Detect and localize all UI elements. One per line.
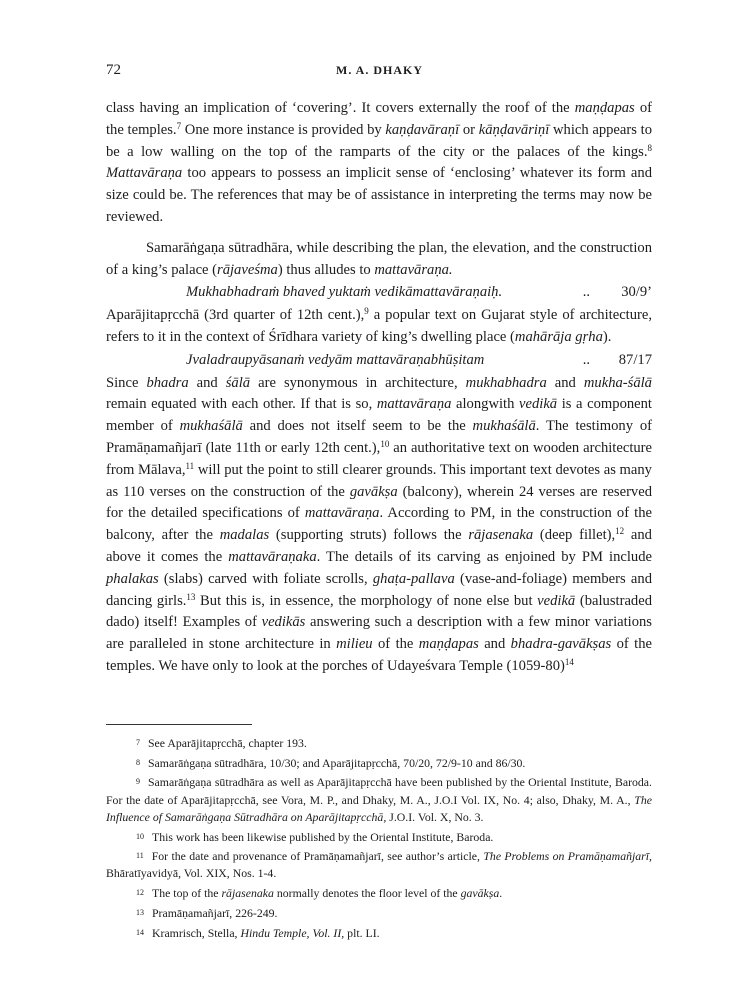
- verse-quote-1: [106, 282, 652, 304]
- footnote-ref: 14: [564, 656, 574, 667]
- footnote-title: The Problems on Pramāṇamañjarī,: [483, 849, 652, 864]
- verse-quote-2: [106, 350, 652, 372]
- text-run: and: [478, 636, 511, 653]
- text-run: are synonymous in architecture,: [250, 374, 466, 391]
- text-run: alongwith: [451, 396, 520, 413]
- footnote-8: [106, 754, 652, 772]
- text-run: of the temples.: [106, 100, 652, 138]
- italic-term: mukhabhadra: [465, 374, 547, 391]
- italic-term: kaṇḍavāraṇī: [385, 121, 460, 138]
- text-run: Aparājitapṛcchā (3rd quarter of 12th cent.),: [106, 307, 365, 324]
- footnote-rule: [106, 724, 252, 725]
- italic-term: mattavāraṇa: [304, 505, 380, 522]
- footnote-ref: 9: [364, 306, 369, 317]
- italic-term: maṇḍapas: [574, 100, 635, 116]
- italic-term: ghaṭa-pallava: [372, 570, 455, 587]
- footnote-text: See Aparājitapṛcchā, chapter 193.: [148, 736, 307, 750]
- text-run: of the temples. We have only to look at the porches of Udayeśvara Temple (1059-80): [106, 636, 652, 674]
- text-run: and: [188, 374, 226, 391]
- footnote-text: .: [499, 886, 503, 901]
- paragraph-1: [106, 98, 652, 229]
- text-run: (balcony), wherein 24 verses are reserved for the detailed specifications of: [106, 483, 652, 522]
- text-run: an authoritative text on wooden architecture from Mālava,: [106, 439, 653, 478]
- text-run: But this is, in essence, the morphology of none else but: [195, 592, 538, 609]
- footnote-ref: 10: [380, 438, 390, 449]
- footnote-number: 8: [136, 757, 140, 767]
- footnote-text: Samarāṅgaṇa sūtradhāra, 10/30; and Aparājitapṛcchā, 70/20, 72/9-10 and 86/30.: [148, 755, 526, 770]
- footnote-number: 12: [136, 888, 144, 898]
- italic-term: mukhaśālā: [179, 418, 243, 435]
- verse-dots: ..: [582, 351, 590, 368]
- text-run: and above it comes the: [106, 527, 652, 565]
- text-run: Since: [106, 374, 147, 391]
- verse-text: Mukhabhadraṁ bhaved yuktaṁ vedikāmattavāraṇaiḥ.: [186, 284, 503, 301]
- text-run: answering such a description with a few minor variations are paralleled in stone architecture in: [106, 614, 652, 653]
- text-run: Samarāṅgaṇa sūtradhāra, while describing the plan, the elevation, and the construction of a king’s palace (: [106, 239, 652, 278]
- text-run: ) thus alludes to: [277, 261, 375, 278]
- italic-term: mukhaśālā: [472, 418, 536, 435]
- italic-term: Mattavāraṇa: [106, 165, 183, 182]
- footnote-ref: 8: [647, 142, 652, 153]
- running-header: [106, 62, 653, 82]
- italic-term: milieu: [336, 636, 373, 653]
- paragraph-3: [106, 305, 652, 349]
- footnote-ref: 11: [185, 460, 195, 471]
- footnote-ref: 7: [176, 120, 182, 131]
- footnotes: [106, 734, 652, 943]
- text-run: (balustraded dado) itself! Examples of: [106, 592, 652, 631]
- footnote-14: [106, 924, 652, 942]
- footnote-text: Bhāratīyavidyā, Vol. XIX, Nos. 1-4.: [106, 866, 277, 881]
- italic-term: bhadra: [146, 374, 189, 391]
- italic-term: vedikās: [261, 614, 306, 631]
- italic-term: gavākṣa: [349, 483, 398, 500]
- text-run: a popular text on Gujarat style of architecture, refers to it in the context of Śrīdhara variety of king’s dwelling place (: [106, 307, 653, 345]
- text-run: of the: [372, 636, 419, 653]
- footnote-text: plt. LI.: [344, 925, 380, 940]
- page-number: 72: [106, 62, 121, 78]
- italic-term: śālā: [225, 374, 251, 391]
- italic-term: madalas: [219, 527, 270, 544]
- footnote-text: For the date and provenance of Pramāṇamañjarī, see author’s article,: [151, 849, 484, 864]
- text-run: class having an implication of ‘covering’. It covers externally the roof of the: [106, 100, 575, 116]
- verse-reference: 30/9’: [621, 284, 652, 301]
- footnote-text: Samarāṅgaṇa sūtradhāra as well as Aparājitapṛcchā have been published by the Oriental Institute, Baroda. For the date of Aparājitapṛcchā, see Vora, M. P., and Dhaky, M. A., J.O.I Vol. IX, No. 4; also, Dhaky, M. A.,: [106, 775, 652, 807]
- footnote-number: 10: [136, 831, 144, 841]
- paragraph-4: [106, 373, 652, 678]
- footnote-number: 11: [136, 851, 144, 861]
- italic-term: maṇḍapas: [418, 636, 479, 653]
- footnote-9: [106, 773, 652, 826]
- verse-dots: ..: [582, 284, 590, 301]
- footnote-text: Kramrisch, Stella,: [152, 925, 241, 940]
- italic-term: kāṇḍavāriṇī: [478, 121, 550, 138]
- footnote-title: gavākṣa: [460, 886, 500, 901]
- italic-term: phalakas: [106, 570, 159, 587]
- footnote-number: 7: [136, 738, 140, 747]
- italic-term: mahārāja gṛha: [514, 328, 603, 345]
- italic-term: mattavāraṇa: [376, 396, 452, 413]
- text-run: . According to PM, in the construction of the balcony, after the: [106, 505, 653, 544]
- footnote-text: The top of the: [152, 886, 222, 901]
- text-run: is a component member of: [106, 396, 652, 435]
- footnote-text: Pramāṇamañjarī, 226-249.: [152, 905, 278, 920]
- text-run: . The details of its carving as enjoined by PM include: [316, 548, 652, 565]
- text-run: ).: [602, 328, 612, 345]
- text-run: . The testimony of Pramāṇamañjarī (late 11th or early 12th cent.),: [106, 418, 652, 456]
- text-run: and does not itself seem to be the: [242, 418, 473, 435]
- text-run: or: [459, 121, 479, 138]
- verse-reference: 87/17: [618, 351, 652, 368]
- italic-term: mattavāraṇa.: [374, 261, 453, 278]
- main-text: [106, 98, 652, 678]
- text-run: will put the point to still clearer grounds. This important text devotes as many as 110 verses on the construction of the: [106, 461, 652, 500]
- text-run: (vase-and-foliage) members and dancing girls.: [106, 570, 652, 609]
- text-run: which appears to be a low walling on the top of the ramparts of the city or the palaces of the kings.: [106, 121, 652, 160]
- footnote-12: [106, 884, 652, 902]
- italic-term: mukha-śālā: [583, 374, 652, 391]
- footnote-text: This work has been likewise published by the Oriental Institute, Baroda.: [152, 829, 494, 844]
- footnote-number: 14: [136, 927, 144, 937]
- footnote-number: 13: [136, 907, 144, 917]
- footnote-text: normally denotes the floor level of the: [273, 886, 461, 901]
- footnote-ref: 13: [186, 591, 196, 602]
- italic-term: bhadra-gavākṣas: [510, 636, 612, 653]
- text-run: remain equated with each other. If that is so,: [106, 396, 377, 413]
- footnote-number: 9: [136, 777, 140, 787]
- italic-term: rājaveśma: [217, 261, 278, 278]
- italic-term: vedikā: [519, 396, 558, 413]
- footnote-title: Hindu Temple, Vol. II,: [240, 925, 345, 940]
- footnote-title: rājasenaka: [221, 886, 274, 901]
- paragraph-2: [106, 238, 652, 282]
- footnote-13: [106, 904, 652, 922]
- text-run: One more instance is provided by: [181, 121, 386, 138]
- italic-term: vedikā: [537, 592, 576, 609]
- footnote-10: [106, 828, 652, 846]
- text-run: too appears to possess an implicit sense of ‘enclosing’ whatever its form and size could be. The references that may be of assistance in interpreting the terms may now be reviewed.: [106, 165, 652, 225]
- footnote-7: [106, 734, 652, 752]
- footnote-ref: 12: [615, 526, 625, 537]
- text-run: (slabs) carved with foliate scrolls,: [158, 570, 373, 587]
- text-run: (supporting struts) follows the: [269, 527, 469, 544]
- footnote-11: [106, 847, 652, 882]
- italic-term: rājasenaka: [468, 527, 534, 544]
- footnote-title: The Influence of Samarāṅgaṇa Sūtradhāra on Aparājitapṛcchā,: [106, 792, 652, 824]
- italic-term: mattavāraṇaka: [228, 548, 317, 565]
- text-run: (deep fillet),: [533, 527, 616, 544]
- running-head-author: M. A. DHAKY: [336, 63, 423, 77]
- footnote-text: J.O.I. Vol. X, No. 3.: [386, 809, 484, 824]
- verse-text: Jvaladraupyāsanaṁ vedyām mattavāraṇabhūṣitam: [186, 351, 485, 368]
- text-run: and: [546, 374, 584, 391]
